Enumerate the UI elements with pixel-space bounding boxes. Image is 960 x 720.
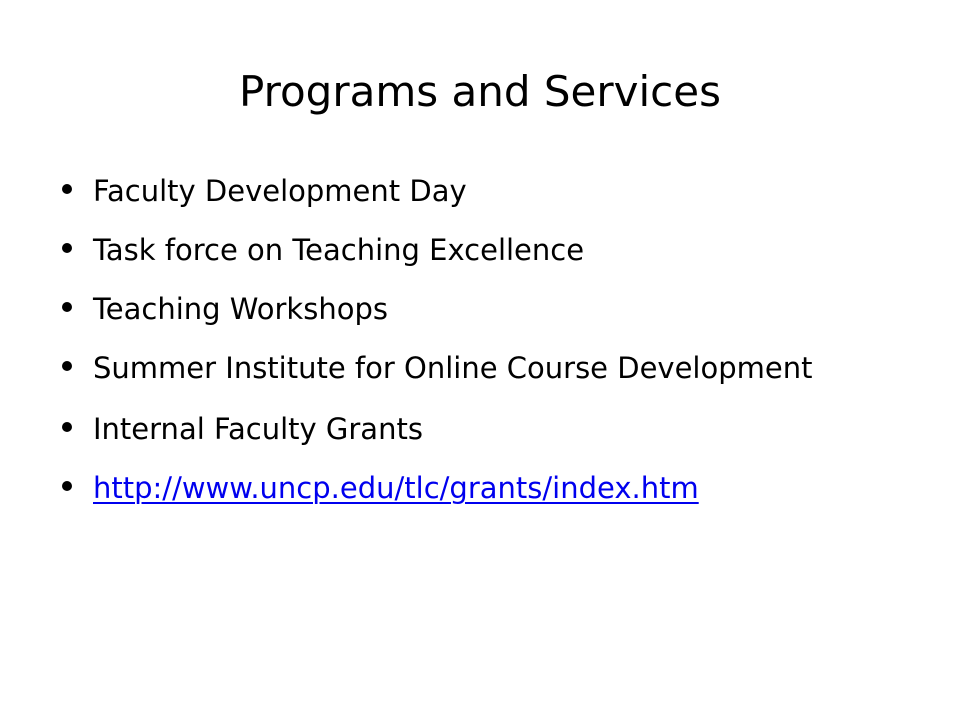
bullet-list bbox=[60, 172, 910, 528]
bullet-item-grants-link bbox=[60, 469, 910, 508]
bullet-text: Teaching Workshops bbox=[93, 292, 388, 326]
bullet-text: Internal Faculty Grants bbox=[93, 412, 423, 446]
bullet-dot-icon bbox=[62, 361, 72, 371]
bullet-item-summer-institute bbox=[60, 349, 910, 388]
bullet-text: Task force on Teaching Excellence bbox=[93, 233, 585, 267]
bullet-item-internal-grants bbox=[60, 410, 910, 449]
bullet-dot-icon bbox=[62, 184, 72, 194]
bullet-text: Faculty Development Day bbox=[93, 174, 467, 208]
bullet-item-task-force bbox=[60, 231, 910, 270]
slide-title: Programs and Services bbox=[239, 67, 721, 116]
bullet-dot-icon bbox=[62, 243, 72, 253]
grants-link[interactable]: http://www.uncp.edu/tlc/grants/index.htm bbox=[93, 471, 699, 505]
bullet-dot-icon bbox=[62, 302, 72, 312]
bullet-item-faculty-development-day bbox=[60, 172, 910, 211]
bullet-dot-icon bbox=[62, 422, 72, 432]
bullet-dot-icon bbox=[62, 481, 72, 491]
bullet-text: Summer Institute for Online Course Development bbox=[93, 351, 813, 385]
bullet-item-teaching-workshops bbox=[60, 290, 910, 329]
